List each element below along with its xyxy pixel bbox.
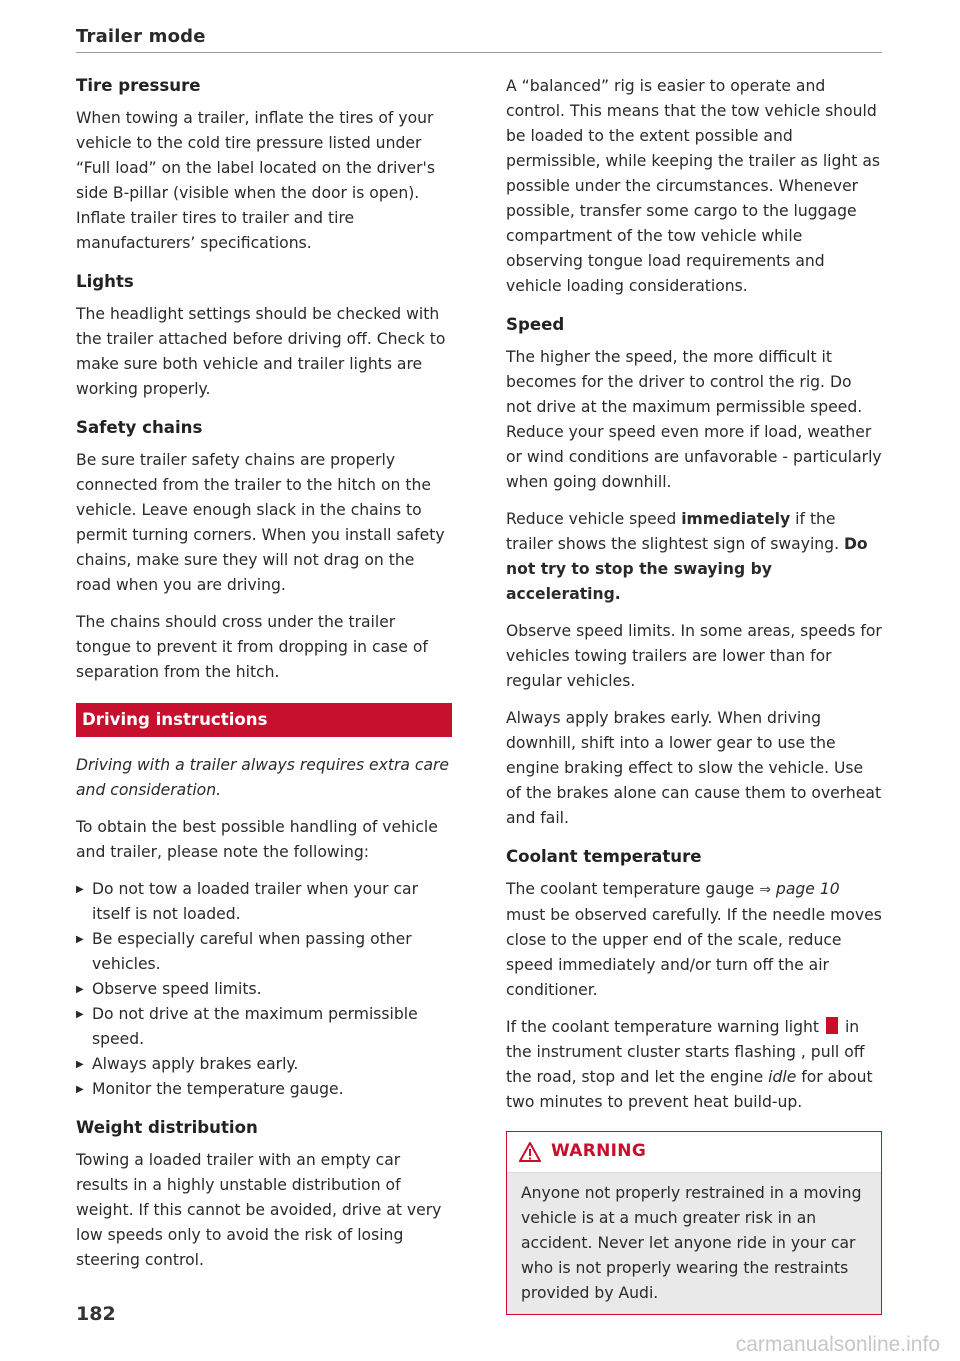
coolant-text-2: If the coolant temperature warning light in the instrument cluster starts flashing , pull off the road, stop and let the engine idle for about two minutes to prevent heat build-up. (506, 1018, 873, 1111)
header-rule (76, 52, 882, 53)
list-item: ▶ Observe speed limits. (76, 977, 452, 1002)
warning-triangle-icon (519, 1142, 541, 1162)
speed-text-1: The higher the speed, the more difficult it becomes for the driver to control the rig. Do not drive at the maximum permissible speed. Reduce your speed even more if load, weather or wind conditions are unfavorable - particularly when going downhill. (506, 348, 882, 491)
right-column (506, 74, 882, 1315)
speed-text-4: Always apply brakes early. When driving downhill, shift into a lower gear to use the engine braking effect to slow the vehicle. Use of the brakes alone can cause them to overheat and fail. (506, 709, 882, 827)
lights-text: The headlight settings should be checked with the trailer attached before driving off. Check to make sure both vehicle and trailer lights are working properly. (76, 305, 446, 398)
driving-lead: Driving with a trailer always requires extra care and consideration. (76, 756, 450, 799)
list-item: ▶ Be especially careful when passing other vehicles. (76, 927, 452, 977)
section-lights (76, 270, 452, 402)
section-tire-pressure (76, 74, 452, 256)
page-number: 182 (76, 1303, 116, 1325)
bullet-arrow-icon: ▶ (76, 1059, 84, 1070)
warning-header (507, 1132, 881, 1173)
running-header: Trailer mode (76, 26, 206, 47)
safety-chains-heading: Safety chains (76, 418, 203, 437)
speed-text-2: Reduce vehicle speed immediately if the trailer shows the slightest sign of swaying. Do not try to stop the swaying by accelerating. (506, 510, 868, 603)
bullet-arrow-icon: ▶ (76, 884, 84, 895)
safety-chains-text-1: Be sure trailer safety chains are properly connected from the trailer to the hitch on the vehicle. Leave enough slack in the chains to permit turning corners. When you install safety chains, make sure they will not drag on the road when you are driving. (76, 451, 445, 594)
bullet-arrow-icon: ▶ (76, 934, 84, 945)
section-weight-distribution (76, 1116, 452, 1273)
tire-pressure-heading: Tire pressure (76, 76, 201, 95)
balanced-rig-text: A “balanced” rig is easier to operate and control. This means that the tow vehicle should be loaded to the extent possible and permissible, while keeping the trailer as light as possible under the circumstances. Whenever possible, transfer some cargo to the luggage compartment of the tow vehicle while observing tongue load requirements and vehicle loading considerations. (506, 77, 881, 295)
weight-distribution-text: Towing a loaded trailer with an empty car results in a highly unstable distribution of weight. If this cannot be avoided, drive at very low speeds only to avoid the risk of losing steering control. (76, 1151, 442, 1269)
list-item: ▶ Do not tow a loaded trailer when your car itself is not loaded. (76, 877, 452, 927)
coolant-temperature-heading: Coolant temperature (506, 847, 702, 866)
section-coolant-temperature (506, 845, 882, 1115)
weight-distribution-heading: Weight distribution (76, 1118, 258, 1137)
warning-body (507, 1173, 881, 1314)
warning-label: WARNING (551, 1141, 647, 1161)
list-item: ▶ Do not drive at the maximum permissible speed. (76, 1002, 452, 1052)
bullet-arrow-icon: ▶ (76, 1009, 84, 1020)
section-safety-chains (76, 416, 452, 685)
speed-heading: Speed (506, 315, 565, 334)
coolant-text-1: The coolant temperature gauge ⇒ page 10 must be observed carefully. If the needle moves close to the upper end of the scale, reduce speed immediately and/or turn off the air conditioner. (506, 880, 882, 999)
left-column (76, 74, 452, 1285)
driving-instructions-heading: Driving instructions (76, 703, 452, 737)
bullet-arrow-icon: ▶ (76, 1084, 84, 1095)
warning-box (506, 1131, 882, 1315)
warning-text: Anyone not properly restrained in a moving vehicle is at a much greater risk in an accident. Never let anyone ride in your car who is not properly wearing the restraints provided by Audi. (521, 1184, 862, 1302)
list-item: ▶ Monitor the temperature gauge. (76, 1077, 452, 1102)
lights-heading: Lights (76, 272, 134, 291)
safety-chains-text-2: The chains should cross under the trailer tongue to prevent it from dropping in case of separation from the hitch. (76, 613, 428, 681)
driving-bullet-list (76, 877, 452, 1102)
list-item: ▶ Always apply brakes early. (76, 1052, 452, 1077)
section-speed (506, 313, 882, 831)
page-reference-link[interactable]: page 10 (775, 880, 840, 898)
coolant-warning-light-icon (826, 1017, 838, 1034)
watermark: carmanualsonline.info (735, 1333, 940, 1356)
driving-intro: To obtain the best possible handling of vehicle and trailer, please note the following: (76, 818, 438, 861)
tire-pressure-text: When towing a trailer, inflate the tires of your vehicle to the cold tire pressure listed under “Full load” on the label located on the driver's side B-pillar (visible when the door is open). Inflate trailer tires to trailer and tire manufacturers’ specifications. (76, 109, 435, 252)
bullet-arrow-icon: ▶ (76, 984, 84, 995)
speed-text-3: Observe speed limits. In some areas, speeds for vehicles towing trailers are lower than for regular vehicles. (506, 622, 882, 690)
page-reference-arrow-icon: ⇒ (759, 882, 771, 898)
